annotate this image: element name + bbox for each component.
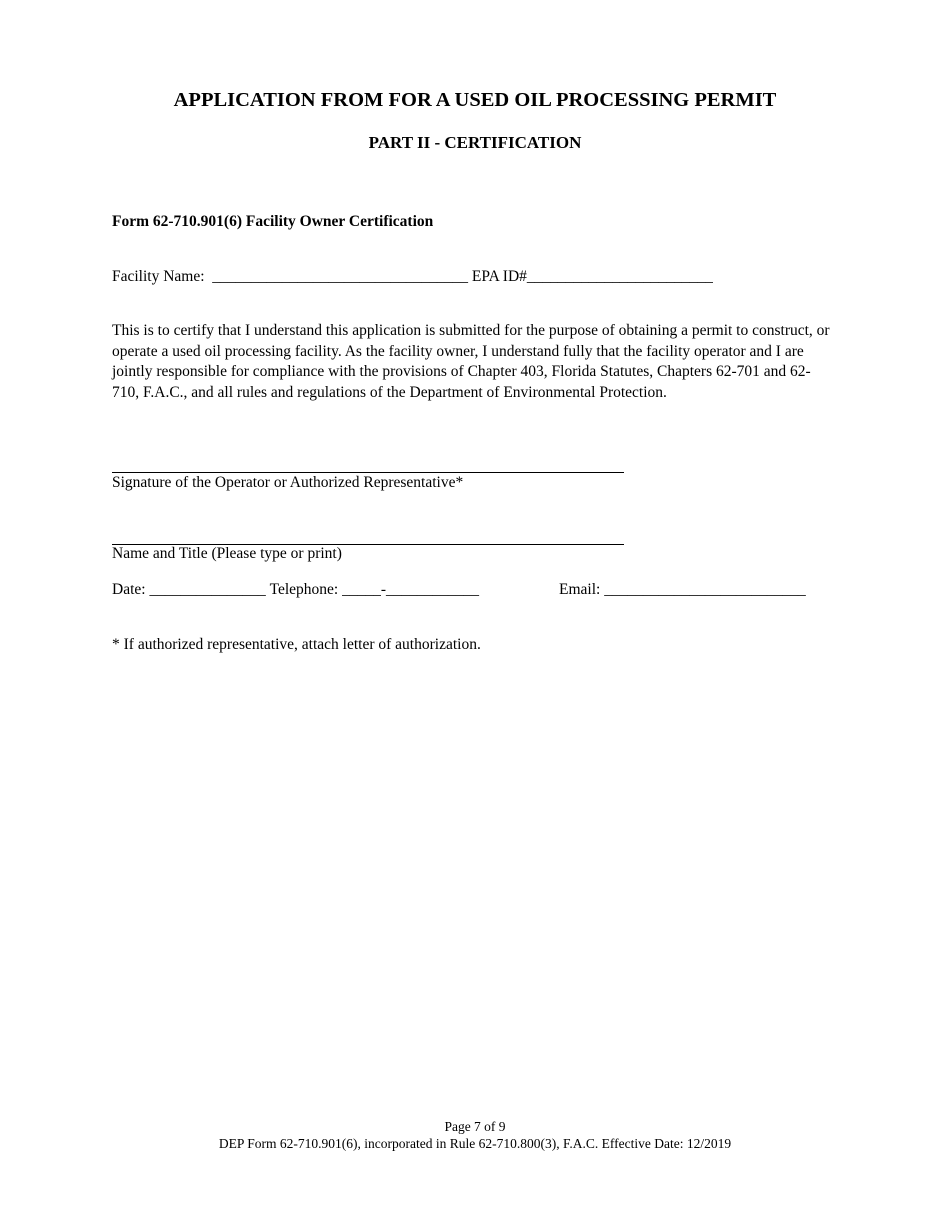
form-citation: DEP Form 62-710.901(6), incorporated in Rule 62-710.800(3), F.A.C. Effective Date: 12/2019 <box>218 1136 732 1151</box>
signature-label: Signature of the Operator or Authorized Representative* <box>112 474 464 491</box>
telephone-field[interactable]: _____-____________ <box>342 581 480 598</box>
certification-statement: This is to certify that I understand this application is submitted for the purpose of obtaining a permit to construct, or operate a used oil processing facility. As the facility owner, I understand fully that the facility operator and I are jointly responsible for compliance with the provisions of Chapter 403, Florida Statutes, Chapters 62-701 and 62-710, F.A.C., and all rules and regulations of the Department of Environmental Protection. <box>112 322 830 401</box>
date-telephone-row <box>112 581 479 599</box>
facility-name-field[interactable]: _________________________________ <box>212 268 469 285</box>
epa-id-label: EPA ID# <box>471 268 527 285</box>
epa-id-field[interactable]: ________________________ <box>526 268 713 285</box>
telephone-label: Telephone: <box>269 581 339 598</box>
form-heading: Form 62-710.901(6) Facility Owner Certification <box>112 213 434 230</box>
date-label: Date: <box>112 581 146 598</box>
name-title-label: Name and Title (Please type or print) <box>112 545 342 562</box>
facility-name-label: Facility Name: <box>112 268 205 285</box>
document-title: APPLICATION FROM FOR A USED OIL PROCESSING PERMIT <box>173 89 777 111</box>
signature-line[interactable] <box>112 472 624 473</box>
email-row <box>559 581 806 599</box>
document-subtitle: PART II - CERTIFICATION <box>368 133 582 152</box>
facility-name-row <box>112 268 713 286</box>
authorization-footnote: * If authorized representative, attach letter of authorization. <box>112 636 481 653</box>
page-number: Page 7 of 9 <box>444 1119 506 1134</box>
date-field[interactable]: _______________ <box>149 581 266 598</box>
email-label: Email: <box>559 581 601 598</box>
email-field[interactable]: __________________________ <box>604 581 806 598</box>
